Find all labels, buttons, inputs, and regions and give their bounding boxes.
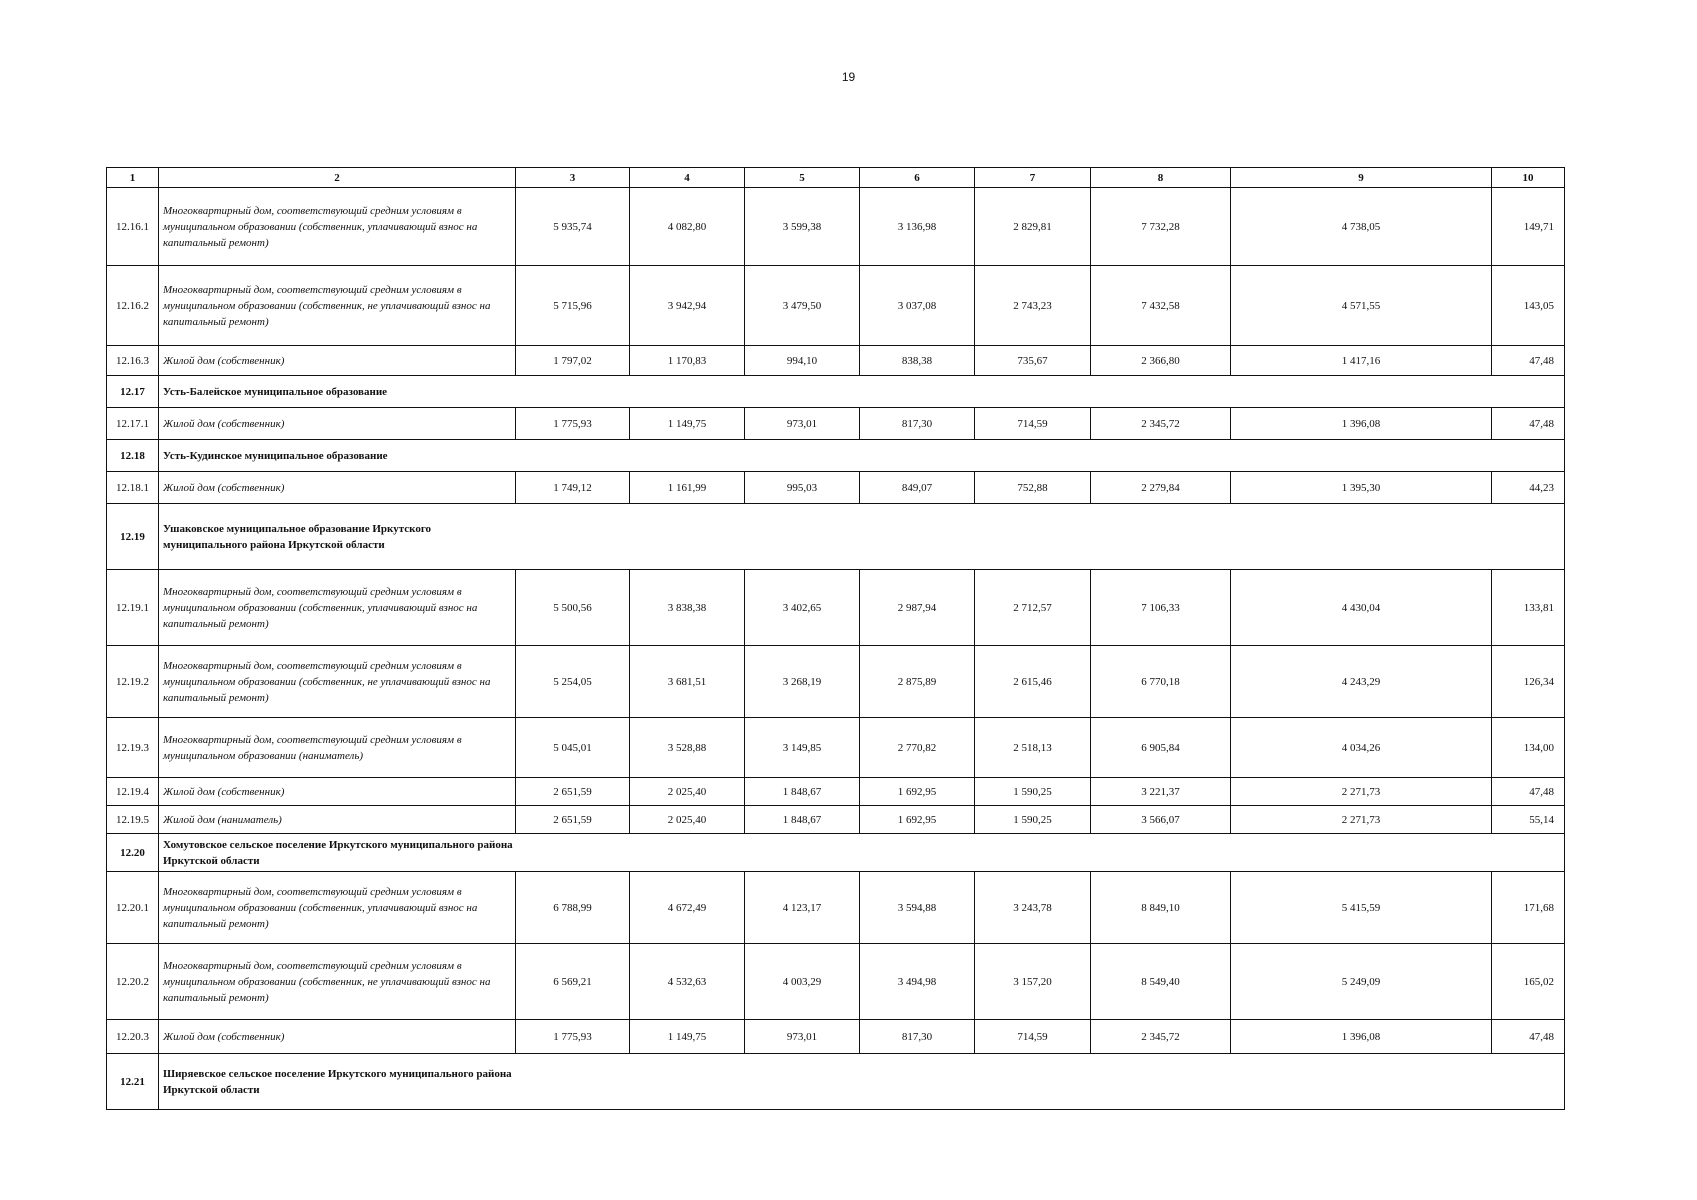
value-cell: 4 123,17 [745, 872, 860, 944]
value-cell: 817,30 [860, 408, 975, 440]
row-description: Жилой дом (наниматель) [159, 806, 516, 834]
column-header: 2 [159, 168, 516, 188]
value-cell: 2 770,82 [860, 718, 975, 778]
value-cell: 4 003,29 [745, 944, 860, 1020]
value-cell: 7 732,28 [1091, 188, 1231, 266]
value-cell: 2 366,80 [1091, 346, 1231, 376]
value-cell: 994,10 [745, 346, 860, 376]
value-cell: 1 775,93 [516, 1020, 630, 1054]
value-cell: 1 417,16 [1231, 346, 1492, 376]
value-cell: 1 395,30 [1231, 472, 1492, 504]
value-cell: 5 254,05 [516, 646, 630, 718]
value-cell: 1 848,67 [745, 806, 860, 834]
table-row [107, 872, 1565, 944]
value-cell: 6 569,21 [516, 944, 630, 1020]
value-cell: 7 106,33 [1091, 570, 1231, 646]
table-row [107, 570, 1565, 646]
value-cell: 1 692,95 [860, 778, 975, 806]
table-row [107, 778, 1565, 806]
row-description: Многоквартирный дом, соответствующий средним условиям в муниципальном образовании (собственник, уплачивающий взнос на капитальный ремонт) [159, 872, 516, 944]
row-code: 12.19.2 [107, 646, 159, 718]
value-cell: 2 743,23 [975, 266, 1091, 346]
value-cell: 149,71 [1492, 188, 1565, 266]
header-row [107, 168, 1565, 188]
table-row [107, 472, 1565, 504]
row-code: 12.20.3 [107, 1020, 159, 1054]
value-cell: 1 590,25 [975, 778, 1091, 806]
value-cell: 134,00 [1492, 718, 1565, 778]
section-row [107, 504, 1565, 570]
row-code: 12.17 [107, 376, 159, 408]
value-cell: 1 797,02 [516, 346, 630, 376]
value-cell: 171,68 [1492, 872, 1565, 944]
value-cell: 5 249,09 [1231, 944, 1492, 1020]
value-cell: 3 494,98 [860, 944, 975, 1020]
row-description: Жилой дом (собственник) [159, 1020, 516, 1054]
value-cell: 2 025,40 [630, 806, 745, 834]
table-row [107, 1020, 1565, 1054]
row-description: Многоквартирный дом, соответствующий средним условиям в муниципальном образовании (собственник, уплачивающий взнос на капитальный ремонт) [159, 570, 516, 646]
column-header: 8 [1091, 168, 1231, 188]
value-cell: 5 935,74 [516, 188, 630, 266]
value-cell: 55,14 [1492, 806, 1565, 834]
value-cell: 8 849,10 [1091, 872, 1231, 944]
value-cell: 165,02 [1492, 944, 1565, 1020]
section-title: Хомутовское сельское поселение Иркутского муниципального района Иркутской области [159, 834, 1565, 872]
table-row [107, 646, 1565, 718]
column-header: 1 [107, 168, 159, 188]
value-cell: 2 829,81 [975, 188, 1091, 266]
row-code: 12.20 [107, 834, 159, 872]
value-cell: 3 402,65 [745, 570, 860, 646]
row-description: Многоквартирный дом, соответствующий средним условиям в муниципальном образовании (наниматель) [159, 718, 516, 778]
value-cell: 1 396,08 [1231, 1020, 1492, 1054]
value-cell: 7 432,58 [1091, 266, 1231, 346]
table-row [107, 944, 1565, 1020]
tariff-table [106, 167, 1565, 1110]
value-cell: 3 037,08 [860, 266, 975, 346]
value-cell: 6 770,18 [1091, 646, 1231, 718]
value-cell: 5 715,96 [516, 266, 630, 346]
value-cell: 47,48 [1492, 778, 1565, 806]
value-cell: 2 345,72 [1091, 1020, 1231, 1054]
row-code: 12.20.2 [107, 944, 159, 1020]
value-cell: 2 271,73 [1231, 778, 1492, 806]
page-number: 19 [841, 70, 856, 84]
row-code: 12.16.1 [107, 188, 159, 266]
value-cell: 4 430,04 [1231, 570, 1492, 646]
column-header: 6 [860, 168, 975, 188]
row-code: 12.19.5 [107, 806, 159, 834]
value-cell: 126,34 [1492, 646, 1565, 718]
row-code: 12.20.1 [107, 872, 159, 944]
section-title: Ширяевское сельское поселение Иркутского муниципального района Иркутской области [159, 1054, 1565, 1110]
value-cell: 4 672,49 [630, 872, 745, 944]
column-header: 3 [516, 168, 630, 188]
row-code: 12.19.1 [107, 570, 159, 646]
value-cell: 3 243,78 [975, 872, 1091, 944]
value-cell: 3 838,38 [630, 570, 745, 646]
column-header: 5 [745, 168, 860, 188]
row-description: Жилой дом (собственник) [159, 408, 516, 440]
table-row [107, 266, 1565, 346]
section-title: Усть-Балейское муниципальное образование [159, 376, 1565, 408]
table-row [107, 718, 1565, 778]
value-cell: 2 712,57 [975, 570, 1091, 646]
value-cell: 4 571,55 [1231, 266, 1492, 346]
table-row [107, 806, 1565, 834]
value-cell: 838,38 [860, 346, 975, 376]
row-description: Многоквартирный дом, соответствующий средним условиям в муниципальном образовании (собственник, не уплачивающий взнос на капитальный ремонт) [159, 944, 516, 1020]
value-cell: 973,01 [745, 1020, 860, 1054]
value-cell: 6 905,84 [1091, 718, 1231, 778]
value-cell: 817,30 [860, 1020, 975, 1054]
row-code: 12.18 [107, 440, 159, 472]
value-cell: 3 594,88 [860, 872, 975, 944]
column-header: 9 [1231, 168, 1492, 188]
value-cell: 6 788,99 [516, 872, 630, 944]
section-row [107, 440, 1565, 472]
value-cell: 2 025,40 [630, 778, 745, 806]
value-cell: 2 875,89 [860, 646, 975, 718]
value-cell: 3 528,88 [630, 718, 745, 778]
value-cell: 714,59 [975, 408, 1091, 440]
section-title: Усть-Кудинское муниципальное образование [159, 440, 1565, 472]
value-cell: 4 532,63 [630, 944, 745, 1020]
value-cell: 3 136,98 [860, 188, 975, 266]
value-cell: 1 396,08 [1231, 408, 1492, 440]
value-cell: 1 848,67 [745, 778, 860, 806]
value-cell: 133,81 [1492, 570, 1565, 646]
row-code: 12.19.4 [107, 778, 159, 806]
value-cell: 2 518,13 [975, 718, 1091, 778]
row-code: 12.17.1 [107, 408, 159, 440]
value-cell: 3 681,51 [630, 646, 745, 718]
value-cell: 3 479,50 [745, 266, 860, 346]
value-cell: 3 149,85 [745, 718, 860, 778]
value-cell: 1 749,12 [516, 472, 630, 504]
table-row [107, 346, 1565, 376]
table-row [107, 408, 1565, 440]
value-cell: 973,01 [745, 408, 860, 440]
value-cell: 2 651,59 [516, 778, 630, 806]
value-cell: 3 566,07 [1091, 806, 1231, 834]
column-header: 10 [1492, 168, 1565, 188]
value-cell: 735,67 [975, 346, 1091, 376]
value-cell: 1 149,75 [630, 408, 745, 440]
value-cell: 2 345,72 [1091, 408, 1231, 440]
value-cell: 3 942,94 [630, 266, 745, 346]
value-cell: 3 599,38 [745, 188, 860, 266]
column-header: 4 [630, 168, 745, 188]
value-cell: 4 034,26 [1231, 718, 1492, 778]
value-cell: 714,59 [975, 1020, 1091, 1054]
value-cell: 5 415,59 [1231, 872, 1492, 944]
row-code: 12.16.3 [107, 346, 159, 376]
value-cell: 2 279,84 [1091, 472, 1231, 504]
value-cell: 47,48 [1492, 1020, 1565, 1054]
value-cell: 47,48 [1492, 346, 1565, 376]
value-cell: 2 271,73 [1231, 806, 1492, 834]
row-code: 12.21 [107, 1054, 159, 1110]
section-row [107, 1054, 1565, 1110]
table-row [107, 188, 1565, 266]
value-cell: 4 243,29 [1231, 646, 1492, 718]
value-cell: 143,05 [1492, 266, 1565, 346]
section-title: Ушаковское муниципальное образование Иркутского муниципального района Иркутской области [159, 504, 1565, 570]
value-cell: 44,23 [1492, 472, 1565, 504]
row-code: 12.19.3 [107, 718, 159, 778]
row-code: 12.18.1 [107, 472, 159, 504]
value-cell: 849,07 [860, 472, 975, 504]
value-cell: 1 149,75 [630, 1020, 745, 1054]
row-description: Жилой дом (собственник) [159, 778, 516, 806]
value-cell: 1 692,95 [860, 806, 975, 834]
row-code: 12.19 [107, 504, 159, 570]
value-cell: 2 615,46 [975, 646, 1091, 718]
value-cell: 5 500,56 [516, 570, 630, 646]
value-cell: 995,03 [745, 472, 860, 504]
row-description: Многоквартирный дом, соответствующий средним условиям в муниципальном образовании (собственник, уплачивающий взнос на капитальный ремонт) [159, 188, 516, 266]
value-cell: 8 549,40 [1091, 944, 1231, 1020]
row-description: Многоквартирный дом, соответствующий средним условиям в муниципальном образовании (собственник, не уплачивающий взнос на капитальный ремонт) [159, 646, 516, 718]
row-description: Жилой дом (собственник) [159, 472, 516, 504]
value-cell: 1 161,99 [630, 472, 745, 504]
row-description: Жилой дом (собственник) [159, 346, 516, 376]
value-cell: 752,88 [975, 472, 1091, 504]
value-cell: 2 651,59 [516, 806, 630, 834]
value-cell: 47,48 [1492, 408, 1565, 440]
value-cell: 3 268,19 [745, 646, 860, 718]
value-cell: 5 045,01 [516, 718, 630, 778]
value-cell: 1 590,25 [975, 806, 1091, 834]
value-cell: 3 157,20 [975, 944, 1091, 1020]
section-row [107, 376, 1565, 408]
value-cell: 3 221,37 [1091, 778, 1231, 806]
row-code: 12.16.2 [107, 266, 159, 346]
value-cell: 4 738,05 [1231, 188, 1492, 266]
value-cell: 2 987,94 [860, 570, 975, 646]
value-cell: 1 170,83 [630, 346, 745, 376]
column-header: 7 [975, 168, 1091, 188]
section-row [107, 834, 1565, 872]
value-cell: 1 775,93 [516, 408, 630, 440]
row-description: Многоквартирный дом, соответствующий средним условиям в муниципальном образовании (собственник, не уплачивающий взнос на капитальный ремонт) [159, 266, 516, 346]
value-cell: 4 082,80 [630, 188, 745, 266]
table-body [107, 168, 1565, 1110]
